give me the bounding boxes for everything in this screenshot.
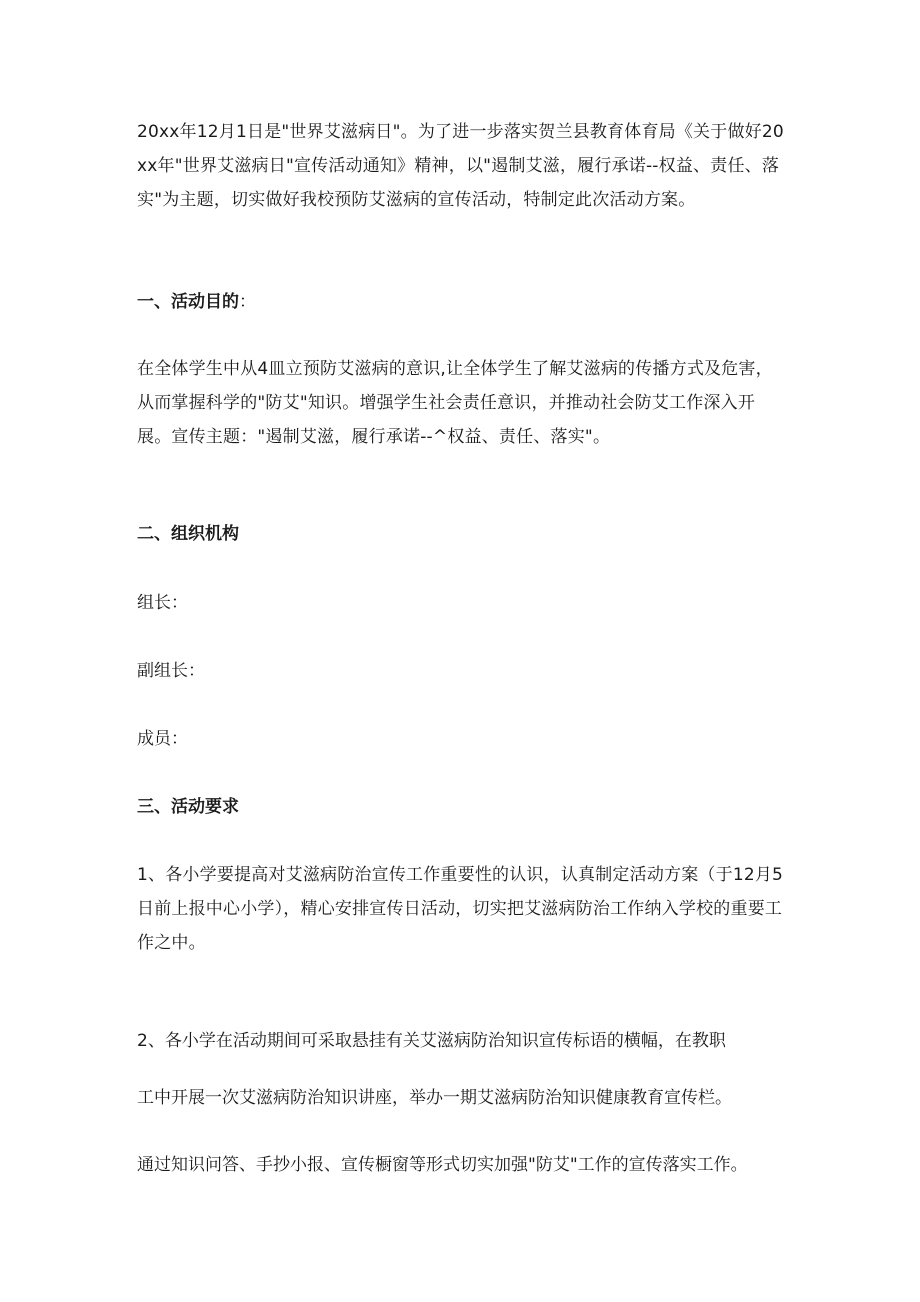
section-heading-purpose (137, 285, 256, 319)
members-label: 成员： (137, 729, 188, 749)
section-heading-purpose-colon: ： (239, 292, 256, 312)
section-heading-organization: 二、组织机构 (137, 524, 239, 544)
requirement-item-2-line-3: 通过知识问答、手抄小报、宣传橱窗等形式切实加强"防艾"工作的宣传落实工作。 (137, 1155, 748, 1175)
leader-label: 组长： (137, 593, 188, 613)
requirement-item-2-line-2: 工中开展一次艾滋病防治知识讲座，举办一期艾滋病防治知识健康教育宣传栏。 (137, 1088, 732, 1108)
section-heading-requirements: 三、活动要求 (137, 797, 239, 817)
purpose-paragraph: 在全体学生中从4皿立预防艾滋病的意识,让全体学生了解艾滋病的传播方式及危害，从而掌握科学的"防艾"知识。增强学生社会责任意识，并推动社会防艾工作深入开展。宣传主题："遏制艾滋，履行承诺--^权益、责任、落实"。 (137, 359, 773, 447)
intro-paragraph: 20xx年12月1日是"世界艾滋病日"。为了进一步落实贺兰县教育体育局《关于做好20xx年"世界艾滋病日"宣传活动通知》精神，以"遏制艾滋，履行承诺--权益、责任、落实"为主题，切实做好我校预防艾滋病的宣传活动，特制定此次活动方案。 (137, 122, 784, 210)
deputy-leader-label: 副组长： (137, 661, 205, 681)
requirement-item-2-line-1: 2、各小学在活动期间可采取悬挂有关艾滋病防治知识宣传标语的横幅，在教职 (137, 1031, 726, 1051)
requirement-item-1: 1、各小学要提高对艾滋病防治宣传工作重要性的认识，认真制定活动方案（于12月5日前上报中心小学），精心安排宣传日活动，切实把艾滋病防治工作纳入学校的重要工作之中。 (137, 865, 784, 953)
section-heading-purpose-text: 一、活动目的 (137, 292, 239, 312)
